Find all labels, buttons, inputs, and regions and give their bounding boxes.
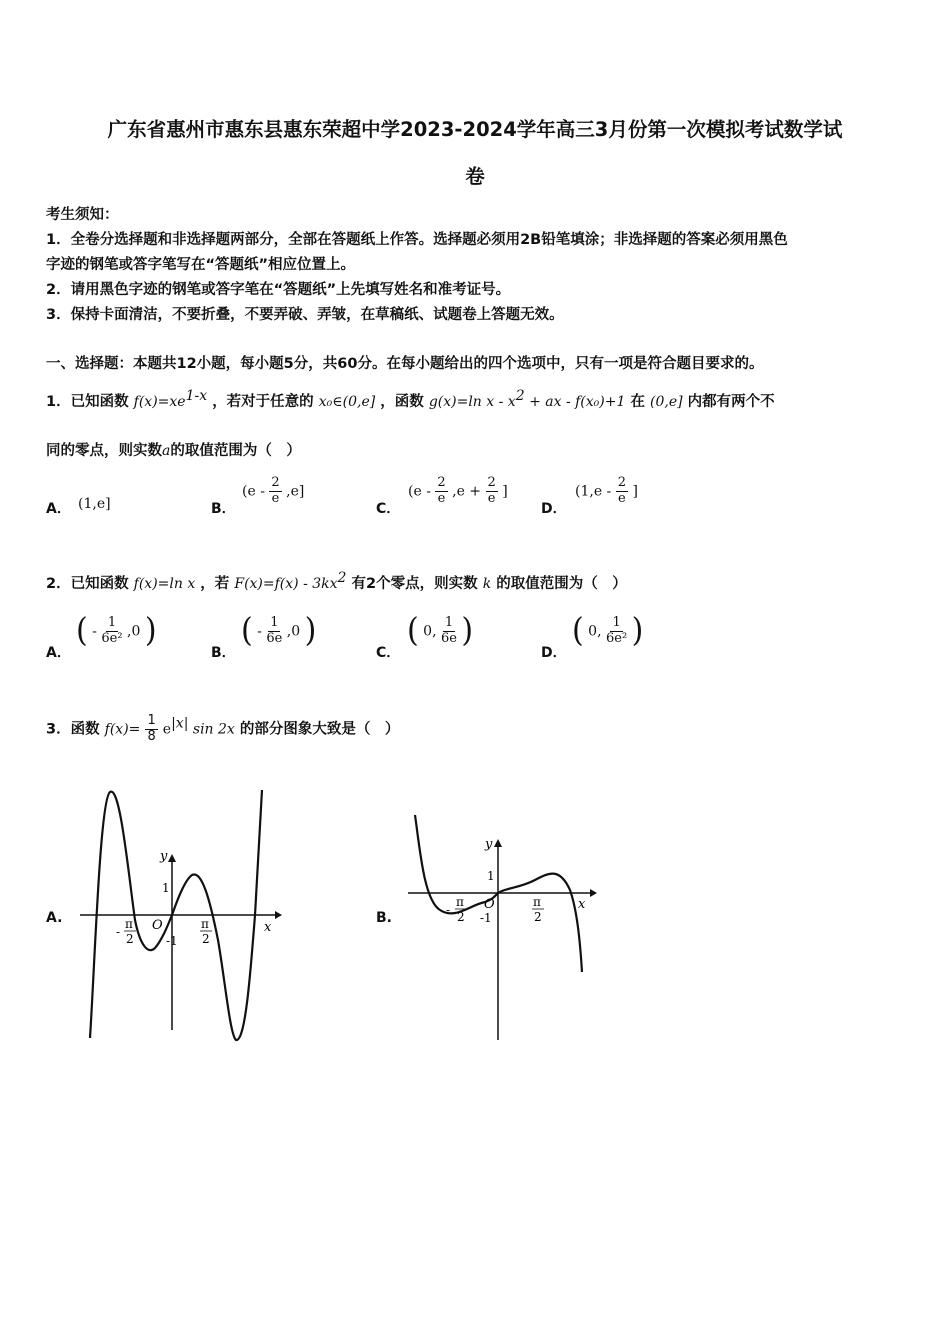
q2-option-d-letter[interactable]: D． [541,645,567,661]
notice-item-1-cont: 字迹的钢笔或答字笔写在“答题纸”相应位置上。 [46,257,356,273]
q2-option-b-value: ( - $\frac{1}{6e}$ ,0 ) [241,611,317,651]
y-axis-arrow [494,839,502,847]
pos-pi-label: π [201,917,209,931]
question-1-line-1: 1．已知函数 $f(x)=xe^{1-x}$ ，若对于任意的 x₀∈(0,e] ，函数 g(x)=ln x - $x^2$ + ax - f(x₀)+1 在 (0,e] 内都有两个不 [46,388,775,410]
q1-option-b-value: (e - $\frac{2}{e}$ ,e] [242,475,305,506]
q3-option-b-letter[interactable]: B. [376,910,392,926]
q1-option-c-value: (e - $\frac{2}{e}$ ,e + $\frac{2}{e}$ ] [408,475,508,506]
origin-label: O [152,918,163,933]
y-label: y [160,849,168,864]
q2-option-b-letter[interactable]: B． [211,645,236,661]
neg-two-label: 2 [457,910,465,924]
question-2-line: 2．已知函数 f(x)=ln x ，若 $F(x)=f(x) - 3kx^2$ 有2个零点，则实数 k 的取值范围为（ ） [46,570,627,592]
notice-item-2: 2．请用黑色字迹的钢笔或答字笔在“答题纸”上先填写姓名和准考证号。 [46,282,511,298]
pos-two-label: 2 [534,910,542,924]
neg-sign: - [116,925,121,939]
q1-option-d-letter[interactable]: D． [541,501,567,517]
q1-option-d-value: (1,e - $\frac{2}{e}$ ] [575,475,638,506]
x-label: x [264,920,272,935]
pos-two-label: 2 [202,932,210,946]
one-label: 1 [487,869,495,883]
q1-option-a-letter[interactable]: A． [46,501,71,517]
q3-option-a-graph[interactable] [70,780,290,1050]
section-heading: 一、选择题：本题共12小题，每小题5分，共60分。在每小题给出的四个选项中，只有一项是符合题目要求的。 [46,356,764,372]
notice-item-1: 1．全卷分选择题和非选择题两部分，全部在答题纸上作答。选择题必须用2B铅笔填涂；非选择题的答案必须用黑色 [46,232,788,248]
question-1-line-2: 同的零点，则实数a的取值范围为（ ） [46,443,301,459]
minus-one-label: -1 [480,911,492,925]
q1-option-a-value: (1,e] [78,496,111,512]
q2-option-c-value: ( 0, $\frac{1}{6e}$ ) [407,611,474,651]
q2-option-a-letter[interactable]: A． [46,645,71,661]
neg-sign: - [446,903,451,917]
q2-option-d-value: ( 0, $\frac{1}{\text{6e²}}$ ) [572,611,644,651]
page-title-continued: 卷 [465,165,485,188]
x-axis-arrow [590,889,597,897]
neg-two-label: 2 [126,932,134,946]
neg-pi-label: π [456,895,464,909]
q1-option-b-letter[interactable]: B． [211,501,236,517]
y-axis-arrow [168,854,176,862]
q3-option-b-graph[interactable] [400,810,610,1045]
neg-pi-label: π [125,917,133,931]
one-label: 1 [162,881,170,895]
notice-item-3: 3．保持卡面清洁，不要折叠，不要弄破、弄皱，在草稿纸、试题卷上答题无效。 [46,307,564,323]
question-3-line: 3．函数 f(x)= $\frac{1}{8}$ $e^{|x|}$ sin 2x 的部分图象大致是（ ） [46,713,400,744]
minus-one-label: -1 [166,934,178,948]
y-label: y [485,837,493,852]
q3-option-a-letter[interactable]: A. [46,910,63,926]
x-label: x [578,897,586,912]
q1-option-c-letter[interactable]: C． [376,501,401,517]
q2-option-a-value: ( - $\frac{1}{\text{6e²}}$ ,0 ) [76,611,157,651]
notice-heading: 考生须知： [46,207,119,223]
q2-option-c-letter[interactable]: C． [376,645,401,661]
page-title: 广东省惠州市惠东县惠东荣超中学2023-2024学年高三3月份第一次模拟考试数学试 [107,118,843,141]
x-axis-arrow [275,911,282,919]
origin-label: O [484,897,495,912]
pos-pi-label: π [533,895,541,909]
